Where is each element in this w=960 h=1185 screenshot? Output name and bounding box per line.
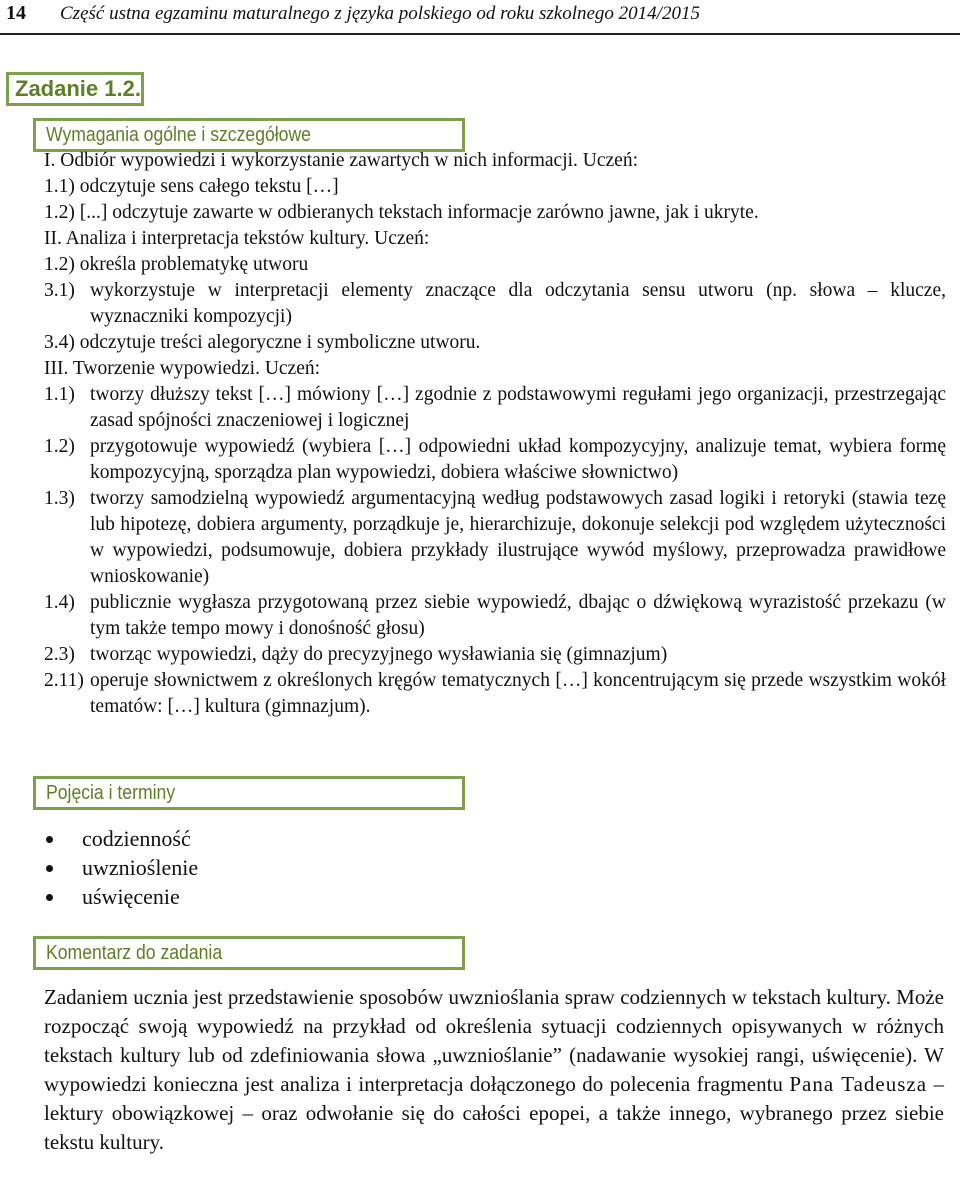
item-text: publicznie wygłasza przygotowaną przez siebie wypowiedź, dbając o dźwiękową wyrazistość przekazu (w tym także tempo mowy i donośność głosu): [90, 592, 946, 639]
bullet-icon: [46, 836, 53, 843]
group-title: II. Analiza i interpretacja tekstów kultury. Uczeń:: [44, 228, 430, 249]
list-item: [44, 642, 946, 668]
page-number: 14: [6, 2, 26, 24]
item-text: tworzy samodzielną wypowiedź argumentacyjną według podstawowych zasad logiki i retoryki (stawia tezę lub hipotezę, dobiera argumenty, porządkuje je, hierarchizuje, dokonuje selekcji pod względem użyteczności w wypowiedzi, podsumowuje, dobiera przykłady ilustrujące wywód myślowy, przeprowadza prawidłowe wnioskowanie): [90, 488, 946, 587]
list-item: 1.1) odczytuje sens całego tekstu […]: [44, 176, 339, 197]
item-number: 1.4): [44, 592, 75, 613]
item-number: 2.3): [44, 644, 75, 665]
term-text: codzienność: [82, 826, 191, 851]
task-label-box: [6, 72, 144, 106]
group-title: I. Odbiór wypowiedzi i wykorzystanie zawartych w nich informacji. Uczeń:: [44, 150, 639, 171]
list-item: 1.2) określa problematykę utworu: [44, 254, 309, 275]
list-item: [44, 382, 946, 434]
list-item: [44, 853, 198, 882]
item-number: 1.2): [44, 436, 75, 457]
group-title: III. Tworzenie wypowiedzi. Uczeń:: [44, 358, 321, 379]
item-number: 3.1): [44, 280, 75, 301]
comment-heading-box: [33, 936, 465, 970]
list-item: [44, 434, 946, 486]
item-number: 2.11): [44, 670, 84, 691]
comment-heading: Komentarz do zadania: [46, 942, 223, 964]
bullet-icon: [46, 865, 53, 872]
item-text: tworzy dłuższy tekst […] mówiony […] zgodnie z podstawowymi regułami jego organizacji, przestrzegając zasad spójności znaczeniowej i logicznej: [90, 384, 946, 431]
page-header: [0, 0, 960, 30]
requirements-list: [44, 148, 946, 720]
list-item: [44, 668, 946, 720]
term-text: uświęcenie: [82, 884, 180, 909]
list-item: 3.4) odczytuje treści alegoryczne i symboliczne utworu.: [44, 332, 481, 353]
list-item: [44, 824, 198, 853]
item-text: operuje słownictwem z określonych kręgów tematycznych […] koncentrującym się przede wszystkim wokół tematów: […] kultura (gimnazjum).: [90, 670, 946, 717]
comment-text: – lektury obowiązkowej – oraz odwołanie się do całości epopei, a także innego, wybranego przez siebie tekstu kultury.: [44, 1072, 944, 1154]
item-text: tworząc wypowiedzi, dąży do precyzyjnego wysławiania się (gimnazjum): [90, 644, 668, 665]
term-text: uwznioślenie: [82, 855, 199, 880]
item-text: wykorzystuje w interpretacji elementy znaczące dla odczytania sensu utworu (np. słowa – klucze, wyznaczniki kompozycji): [90, 280, 946, 327]
item-number: 1.3): [44, 488, 75, 509]
requirements-heading: Wymagania ogólne i szczegółowe: [46, 124, 311, 146]
list-item: 1.2) [...] odczytuje zawarte w odbieranych tekstach informacje zarówno jawne, jak i ukryte.: [44, 202, 759, 223]
terms-heading: Pojęcia i terminy: [46, 782, 176, 804]
list-item: [44, 882, 198, 911]
list-item: [44, 278, 946, 330]
task-label: Zadanie 1.2.: [15, 76, 141, 101]
list-item: [44, 486, 946, 590]
terms-list: [44, 824, 198, 911]
comment-paragraph: [44, 983, 944, 1157]
terms-heading-box: [33, 776, 465, 810]
bullet-icon: [46, 894, 53, 901]
comment-text: Zadaniem ucznia jest przedstawienie sposobów uwznioślania spraw codziennych w tekstach kultury. Może rozpocząć swoją wypowiedź na przykład od określenia sytuacji codziennych opisywanych w różnych tekstach kultury lub od zdefiniowania słowa „uwznioślanie” (nadawanie wysokiej rangi, uświęcenie). W wypowiedzi konieczna jest analiza i interpretacja dołączonego do polecenia fragmentu: [44, 985, 944, 1096]
item-number: 1.1): [44, 384, 75, 405]
list-item: [44, 590, 946, 642]
running-title: Część ustna egzaminu maturalnego z języka polskiego od roku szkolnego 2014/2015: [60, 3, 700, 24]
work-title: Pana Tadeusza: [789, 1072, 928, 1096]
requirements-heading-box: [33, 118, 465, 152]
header-divider: [0, 33, 960, 35]
item-text: przygotowuje wypowiedź (wybiera […] odpowiedni układ kompozycyjny, analizuje temat, wybiera formę kompozycyjną, sporządza plan wypowiedzi, dobiera właściwe słownictwo): [90, 436, 946, 483]
